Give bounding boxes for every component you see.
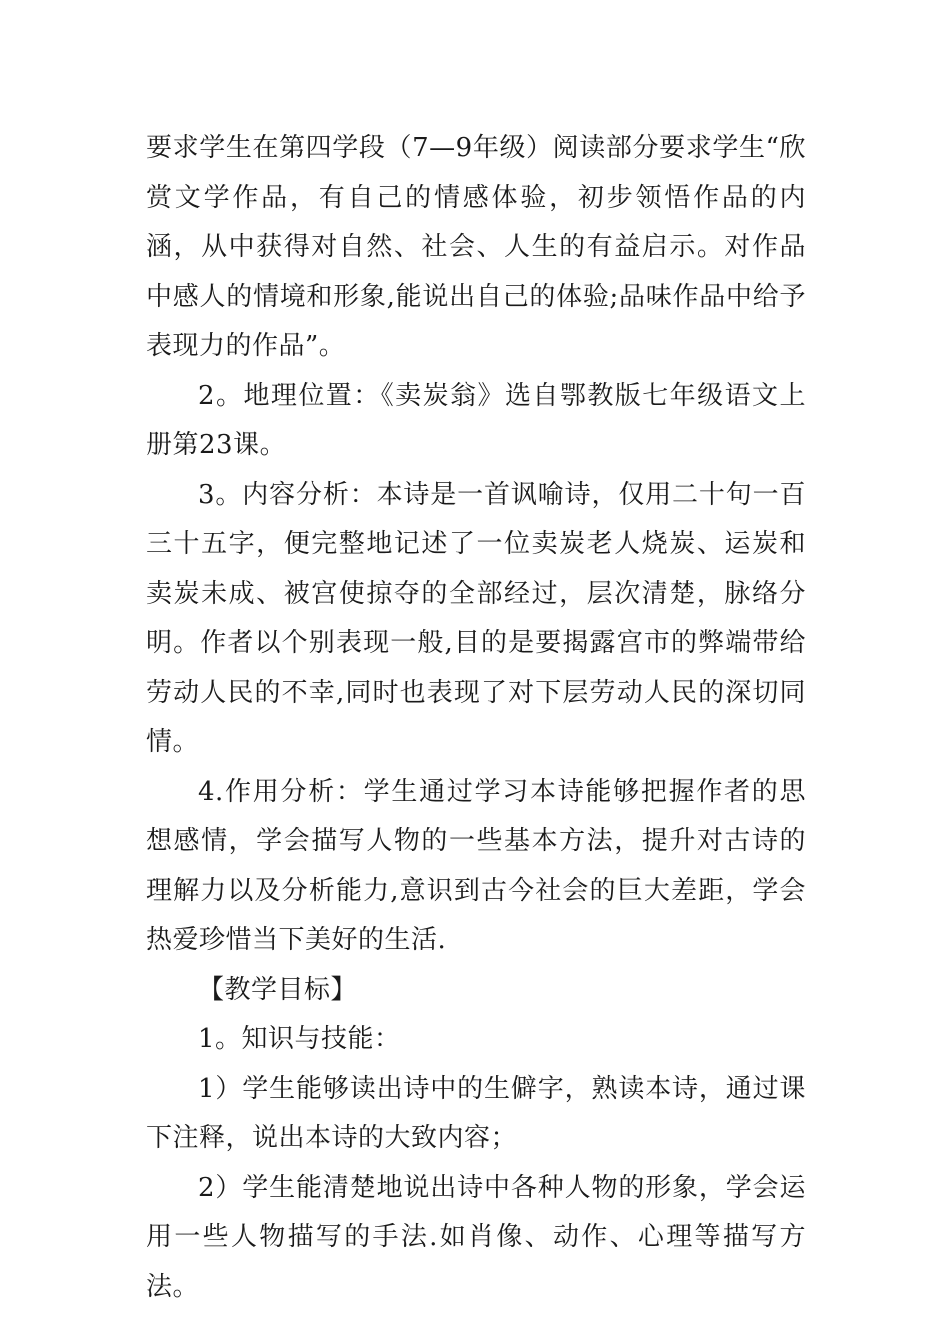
paragraph-reading-requirements: 要求学生在第四学段（7—9年级）阅读部分要求学生“欣赏文学作品，有自己的情感体验，初步领悟作品的内涵，从中获得对自然、社会、人生的有益启示。对作品中感人的情境和形象,能说出自己的体验;品味作品中给予表现力的作品”。 — [146, 133, 806, 361]
paragraph-function-analysis: 4.作用分析：学生通过学习本诗能够把握作者的思想感情，学会描写人物的一些基本方法，提升对古诗的理解力以及分析能力,意识到古今社会的巨大差距，学会热爱珍惜当下美好的生活. — [146, 776, 806, 955]
document-body — [146, 124, 806, 1312]
paragraph-content-analysis: 3。内容分析：本诗是一首讽喻诗，仅用二十句一百三十五字，便完整地记述了一位卖炭老人烧炭、运炭和卖炭未成、被宫使掠夺的全部经过，层次清楚，脉络分明。作者以个别表现一般,目的是要揭露宫市的弊端带给劳动人民的不幸,同时也表现了对下层劳动人民的深切同情。 — [146, 479, 806, 757]
subheading-knowledge-skills: 1。知识与技能： — [198, 1024, 401, 1054]
list-item-goal-1: 1）学生能够读出诗中的生僻字，熟读本诗，通过课下注释，说出本诗的大致内容； — [146, 1073, 806, 1153]
paragraph-textbook-position: 2。地理位置：《卖炭翁》选自鄂教版七年级语文上册第23课。 — [146, 380, 806, 460]
section-heading-teaching-goals: 【教学目标】 — [198, 974, 358, 1005]
list-item-goal-2: 2）学生能清楚地说出诗中各种人物的形象，学会运用一些人物描写的手法.如肖像、动作、心理等描写方法。 — [146, 1172, 806, 1302]
